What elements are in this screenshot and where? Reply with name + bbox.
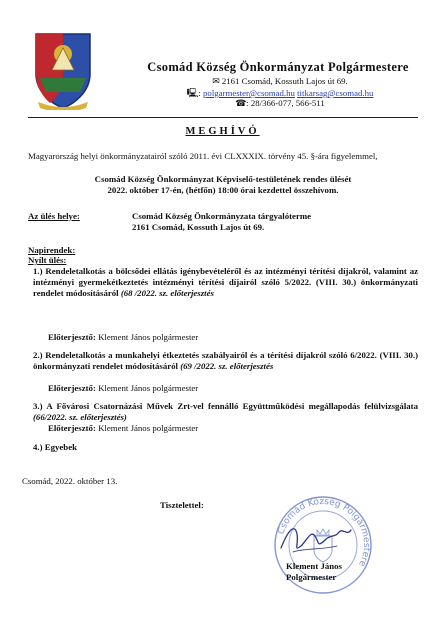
meeting-date-line: 2022. október 17-én, (hétfőn) 18:00 órai kezdettel összehívom.: [107, 185, 339, 195]
location-label: Az ülés helye:: [28, 211, 80, 221]
greeting: Tisztelettel:: [160, 500, 204, 510]
location-line-2: 2161 Csomád, Kossuth Lajos út 69.: [132, 222, 265, 232]
agenda-item-4-text: 4.) Egyebek: [33, 442, 77, 452]
phone-text: 28/366-077, 566-511: [250, 98, 325, 108]
email-link-mayor[interactable]: polgarmester@csomad.hu: [203, 88, 295, 98]
open-session-heading: Nyílt ülés:: [28, 255, 67, 265]
issue-date: Csomád, 2022. október 13.: [22, 476, 118, 486]
agenda-heading: Napirendek:: [28, 245, 76, 255]
location-line-1: Csomád Község Önkormányzata tárgyalóterme: [132, 211, 312, 221]
agenda-item-2-presenter: [48, 383, 198, 393]
email-link-office[interactable]: titkarsag@csomad.hu: [297, 88, 374, 98]
presenter-label: Előterjesztő:: [48, 423, 96, 433]
presenter-name: Klement János polgármester: [98, 383, 199, 393]
svg-text:Csomád Község Polgármestere: Csomád Község Polgármestere: [276, 496, 372, 568]
agenda-item-1-ref: (68 /2022. sz. előterjesztés: [120, 288, 214, 298]
coat-of-arms-icon: [30, 30, 96, 110]
signature-icon: [275, 518, 355, 558]
agenda-item-4: [33, 442, 418, 453]
signer-title: Polgármester: [286, 572, 337, 582]
agenda-item-3-text: 3.) A Fővárosi Csatornázási Művek Zrt-vel fennálló Együttműködési megállapodás felülvizsgálata: [33, 401, 418, 411]
email-line: 🖳: polgarmester@csomad.hu titkarsag@csomad.hu: [186, 88, 374, 98]
presenter-label: Előterjesztő:: [48, 332, 96, 342]
agenda-item-1-text: 1.) Rendeletalkotás a bölcsődei ellátás igénybevételéről és az intézményi térítési díjakról, valamint az intézményi gyermekétkeztetés intézményi térítési díjairól szóló 5/2022. (VIII. 30.) önkormányzati rendelet módosításáról: [33, 266, 418, 298]
address-text: 2161 Csomád, Kossuth Lajos út 69.: [221, 76, 348, 86]
agenda-item-2-ref: (69 /2022. sz. előterjesztés: [180, 361, 274, 371]
meeting-line: Csomád Község Önkormányzat Képviselő-testületének rendes ülését: [94, 174, 352, 184]
agenda-item-3-presenter: [48, 423, 198, 433]
agenda-item-3: [33, 401, 418, 423]
agenda-item-1-presenter: [48, 332, 198, 342]
postal-address: ✉ 2161 Csomád, Kossuth Lajos út 69.: [212, 76, 348, 86]
presenter-name: Klement János polgármester: [98, 423, 199, 433]
phone-line: ☎: 28/366-077, 566-511: [235, 98, 325, 108]
presenter-label: Előterjesztő:: [48, 383, 96, 393]
agenda-item-2: [33, 350, 418, 372]
agenda-item-1: [33, 266, 418, 299]
presenter-name: Klement János polgármester: [98, 332, 199, 342]
agenda-item-3-ref: (66/2022. sz. előterjesztés): [33, 412, 127, 422]
document-title: MEGHÍVÓ: [185, 126, 260, 137]
organization-name: Csomád Község Önkormányzat Polgármestere: [147, 60, 409, 74]
agenda-item-2-text: 2.) Rendeletalkotás a munkahelyi étkeztetés szabályairól és a térítési díjakról szóló 6/2022. (VIII. 30.) önkormányzati rendelet módosításáról: [33, 350, 418, 371]
header-divider: [28, 117, 418, 118]
intro-paragraph: Magyarország helyi önkormányzatairól szóló 2011. évi CLXXXIX. törvény 45. §-ára figyelemmel,: [28, 151, 378, 161]
signer-name: Klement János: [286, 561, 342, 571]
